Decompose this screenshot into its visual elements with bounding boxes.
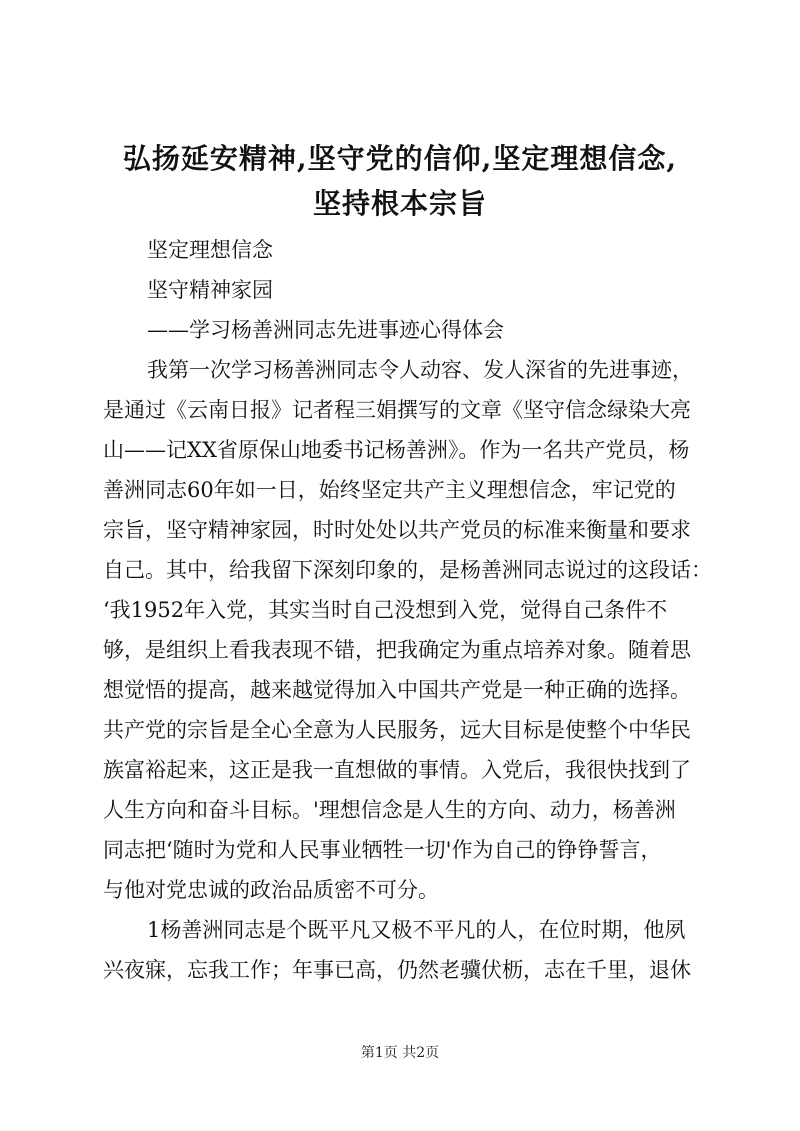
subtitle-line: 坚定理想信念 (147, 238, 273, 262)
paragraph-line: 善洲同志60年如一日，始终坚定共产主义理想信念，牢记党的 (103, 478, 676, 502)
paragraph-line: 人生方向和奋斗目标。'理想信念是人生的方向、动力，杨善洲 (103, 798, 676, 822)
paragraph-line: 想觉悟的提高，越来越觉得加入中国共产党是一种正确的选择。 (103, 678, 691, 702)
paragraph-line: 自己。其中，给我留下深刻印象的，是杨善洲同志说过的这段话： (103, 558, 712, 582)
paragraph-line: 1杨善洲同志是个既平凡又极不平凡的人，在位时期，他夙 (147, 918, 686, 942)
document-body (103, 230, 713, 990)
paragraph-line: 同志把‘随时为党和人民事业牺牲一切'作为自己的铮铮誓言， (103, 838, 662, 862)
subtitle-line: 坚守精神家园 (147, 278, 273, 302)
page-footer: 第1页 共2页 (360, 1045, 440, 1061)
paragraph-line: 我第一次学习杨善洲同志令人动容、发人深省的先进事迹， (147, 358, 693, 382)
paragraph-line: 族富裕起来，这正是我一直想做的事情。入党后，我很快找到了 (103, 758, 691, 782)
paragraph-line: 与他对党忠诚的政治品质密不可分。 (103, 878, 439, 902)
title-line: 坚持根本宗旨 (312, 187, 487, 220)
paragraph-line: 山——记XX省原保山地委书记杨善洲》。作为一名共产党员，杨 (103, 438, 690, 462)
paragraph-line: 是通过《云南日报》记者程三娟撰写的文章《坚守信念绿染大亮 (103, 398, 691, 422)
document-title (60, 136, 740, 226)
paragraph-line: 共产党的宗旨是全心全意为人民服务，远大目标是使整个中华民 (103, 718, 691, 742)
paragraph-line: 兴夜寐，忘我工作；年事已高，仍然老骥伏枥，志在千里，退休 (103, 958, 691, 982)
paragraph-line: 够，是组织上看我表现不错，把我确定为重点培养对象。随着思 (103, 638, 691, 662)
subtitle-line: ——学习杨善洲同志先进事迹心得体会 (147, 318, 504, 342)
paragraph-line: ‘我1952年入党，其实当时自己没想到入党，觉得自己条件不 (103, 598, 668, 622)
paragraph-line: 宗旨，坚守精神家园，时时处处以共产党员的标准来衡量和要求 (103, 518, 691, 542)
title-line: 弘扬延安精神,坚守党的信仰,坚定理想信念, (122, 142, 678, 175)
